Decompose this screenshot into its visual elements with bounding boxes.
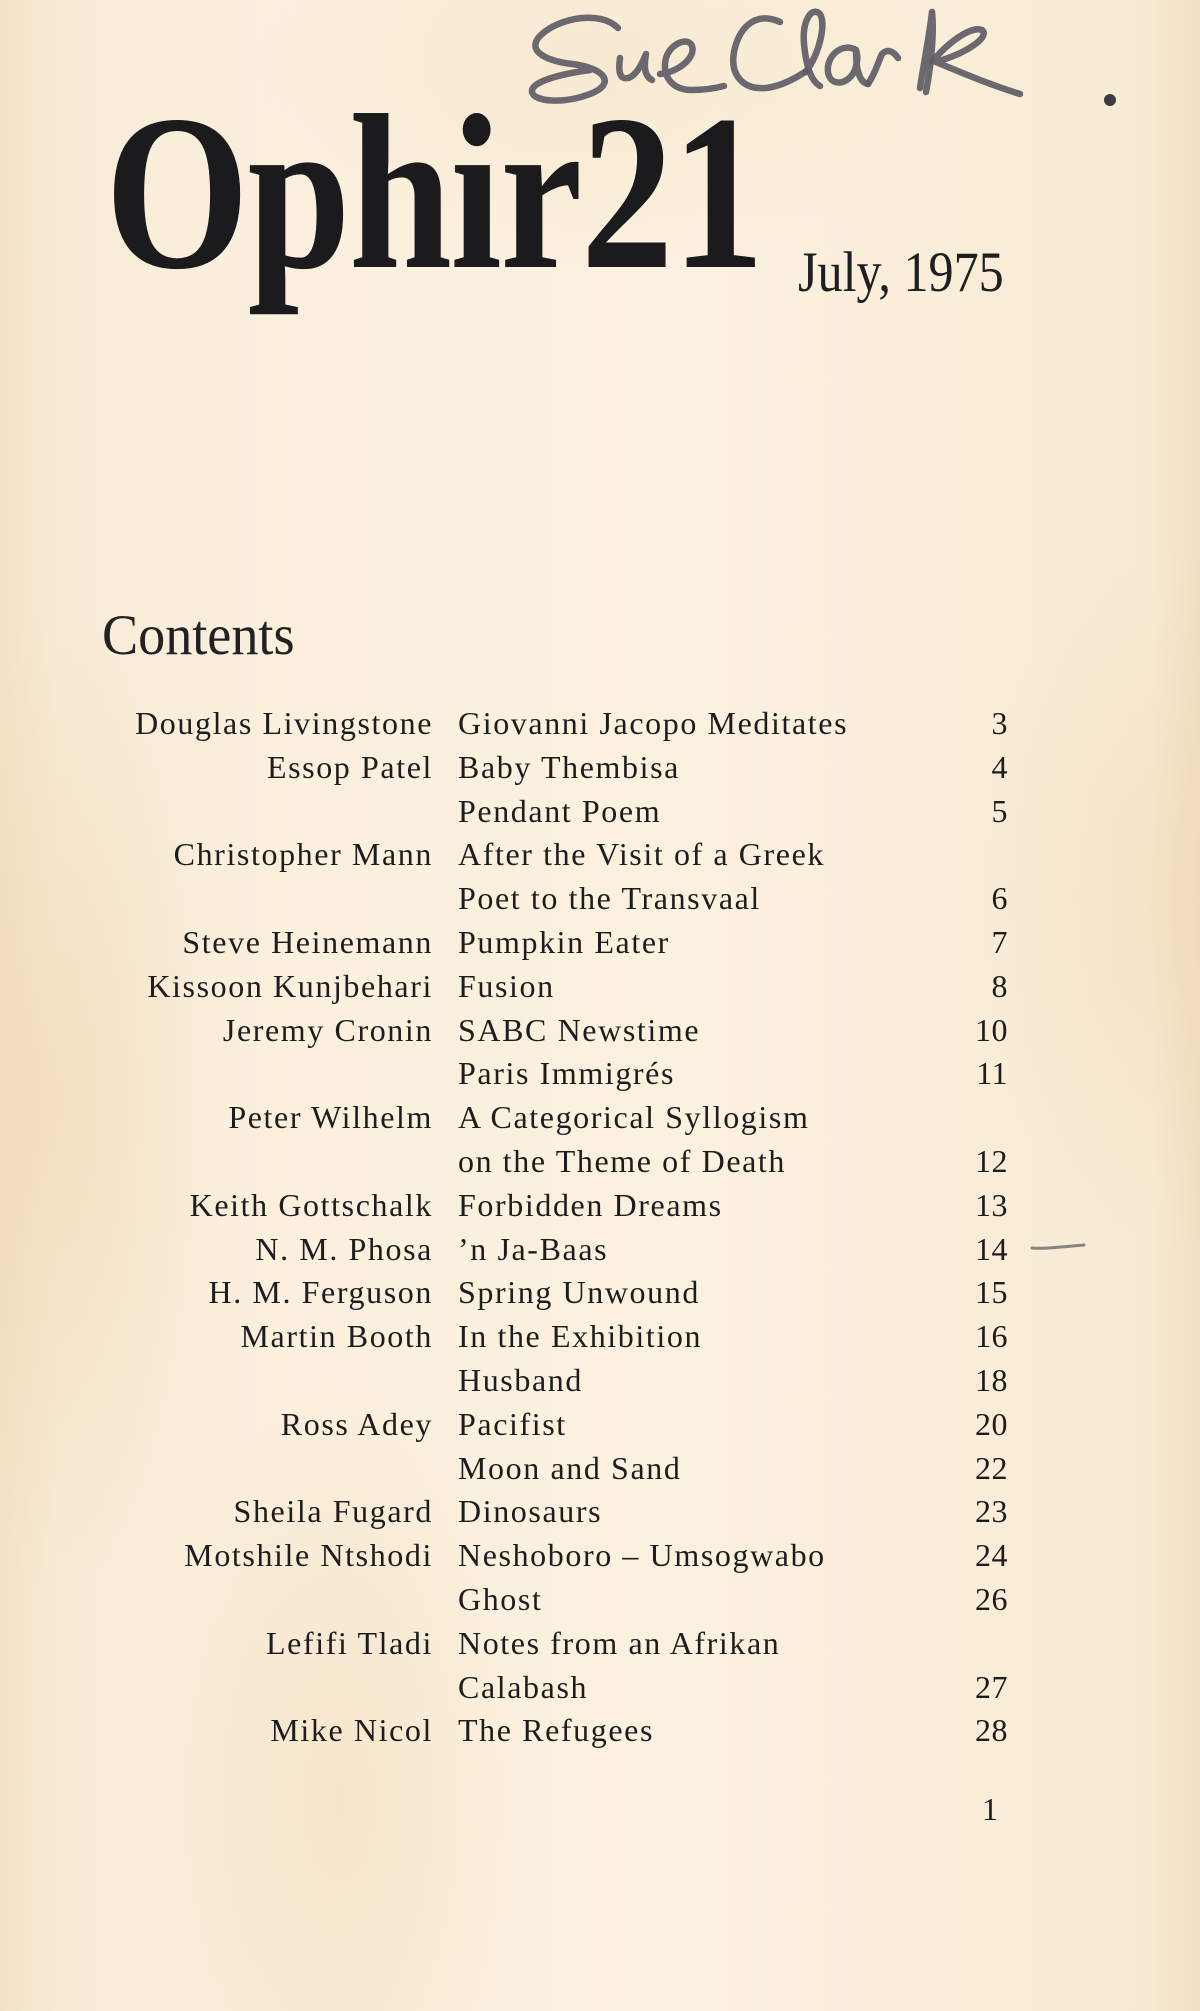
toc-page-number: 8 <box>991 967 1008 1004</box>
toc-page-number: 26 <box>975 1580 1008 1617</box>
toc-author: Peter Wilhelm <box>228 1099 433 1136</box>
toc-page-number: 4 <box>991 748 1008 785</box>
toc-page-number: 12 <box>975 1142 1008 1179</box>
toc-author: Sheila Fugard <box>233 1493 433 1530</box>
toc-page-number: 23 <box>975 1493 1008 1530</box>
toc-page-number: 24 <box>975 1537 1008 1574</box>
toc-author: Christopher Mann <box>173 836 433 873</box>
toc-entry <box>0 1490 1200 1534</box>
toc-title: Calabash <box>458 1668 589 1705</box>
toc-page-number: 15 <box>975 1274 1008 1311</box>
toc-page-number: 13 <box>975 1186 1008 1223</box>
toc-entry <box>0 921 1200 965</box>
toc-author: N. M. Phosa <box>255 1230 433 1267</box>
toc-entry <box>0 746 1200 790</box>
toc-entry <box>0 1184 1200 1228</box>
toc-title: Moon and Sand <box>458 1449 682 1486</box>
toc-title: on the Theme of Death <box>458 1142 787 1179</box>
toc-entry <box>0 1709 1200 1753</box>
toc-entry <box>0 1052 1200 1096</box>
toc-entry <box>0 833 1200 877</box>
toc-entry <box>0 702 1200 746</box>
toc-entry <box>0 1403 1200 1447</box>
toc-entry <box>0 1447 1200 1491</box>
toc-title: Notes from an Afrikan <box>458 1624 781 1661</box>
toc-title: Poet to the Transvaal <box>458 880 761 917</box>
toc-entry <box>0 790 1200 834</box>
toc-page-number: 27 <box>975 1668 1008 1705</box>
table-of-contents <box>0 702 1200 1753</box>
toc-title: Pendant Poem <box>458 792 662 829</box>
toc-page-number: 14 <box>975 1230 1008 1267</box>
toc-author: Martin Booth <box>240 1318 433 1355</box>
toc-author: H. M. Ferguson <box>208 1274 433 1311</box>
toc-title: After the Visit of a Greek <box>458 836 825 873</box>
toc-entry <box>0 1228 1200 1272</box>
toc-page-number: 5 <box>991 792 1008 829</box>
toc-author: Mike Nicol <box>270 1712 433 1749</box>
toc-title: Dinosaurs <box>458 1493 603 1530</box>
toc-author: Ross Adey <box>280 1405 433 1442</box>
toc-author: Steve Heinemann <box>182 923 433 960</box>
toc-title: SABC Newstime <box>458 1011 701 1048</box>
toc-author: Kissoon Kunjbehari <box>147 967 433 1004</box>
toc-entry <box>0 1009 1200 1053</box>
toc-title: Pumpkin Eater <box>458 923 670 960</box>
toc-author: Essop Patel <box>266 748 433 785</box>
issue-date: July, 1975 <box>798 241 1004 304</box>
toc-page-number: 18 <box>975 1361 1008 1398</box>
toc-entry <box>0 1271 1200 1315</box>
toc-entry <box>0 1140 1200 1184</box>
toc-title: Pacifist <box>458 1405 567 1442</box>
toc-page-number: 3 <box>991 705 1008 741</box>
toc-title: Spring Unwound <box>458 1274 700 1311</box>
toc-title: Neshoboro – Umsogwabo <box>458 1537 826 1574</box>
toc-title: Paris Immigrés <box>458 1055 676 1092</box>
toc-entry <box>0 965 1200 1009</box>
toc-author: Lefifi Tladi <box>266 1624 433 1661</box>
toc-title: Forbidden Dreams <box>458 1186 723 1223</box>
toc-page-number: 10 <box>975 1011 1008 1048</box>
toc-author: Keith Gottschalk <box>189 1186 433 1223</box>
toc-title: Husband <box>458 1361 583 1398</box>
toc-title: Fusion <box>458 967 555 1004</box>
toc-page-number: 6 <box>991 880 1008 917</box>
toc-title: A Categorical Syllogism <box>458 1099 810 1136</box>
toc-page-number: 20 <box>975 1405 1008 1442</box>
magazine-title: Ophir21 <box>105 70 763 316</box>
toc-title: Ghost <box>458 1580 543 1617</box>
toc-entry <box>0 1096 1200 1140</box>
toc-entry <box>0 1359 1200 1403</box>
toc-author: Motshile Ntshodi <box>184 1537 433 1574</box>
toc-entry <box>0 877 1200 921</box>
toc-page-number: 16 <box>975 1318 1008 1355</box>
toc-title: Baby Thembisa <box>458 748 680 785</box>
toc-entry <box>0 1622 1200 1666</box>
toc-entry <box>0 1578 1200 1622</box>
page-number: 1 <box>982 1791 998 1827</box>
toc-page-number: 11 <box>976 1055 1008 1092</box>
toc-page-number: 22 <box>975 1449 1008 1486</box>
toc-entry <box>0 1666 1200 1710</box>
toc-entry <box>0 1315 1200 1359</box>
toc-entry <box>0 1534 1200 1578</box>
toc-page-number: 7 <box>991 923 1008 960</box>
pencil-mark-icon <box>1030 1238 1086 1246</box>
toc-title: The Refugees <box>458 1712 655 1749</box>
toc-author: Jeremy Cronin <box>222 1011 433 1048</box>
toc-author: Douglas Livingstone <box>135 705 433 741</box>
contents-heading: Contents <box>102 604 295 667</box>
toc-title: Giovanni Jacopo Meditates <box>458 705 849 741</box>
toc-page-number: 28 <box>975 1712 1008 1749</box>
toc-title: In the Exhibition <box>458 1318 703 1355</box>
toc-title: ’n Ja-Baas <box>458 1230 609 1267</box>
